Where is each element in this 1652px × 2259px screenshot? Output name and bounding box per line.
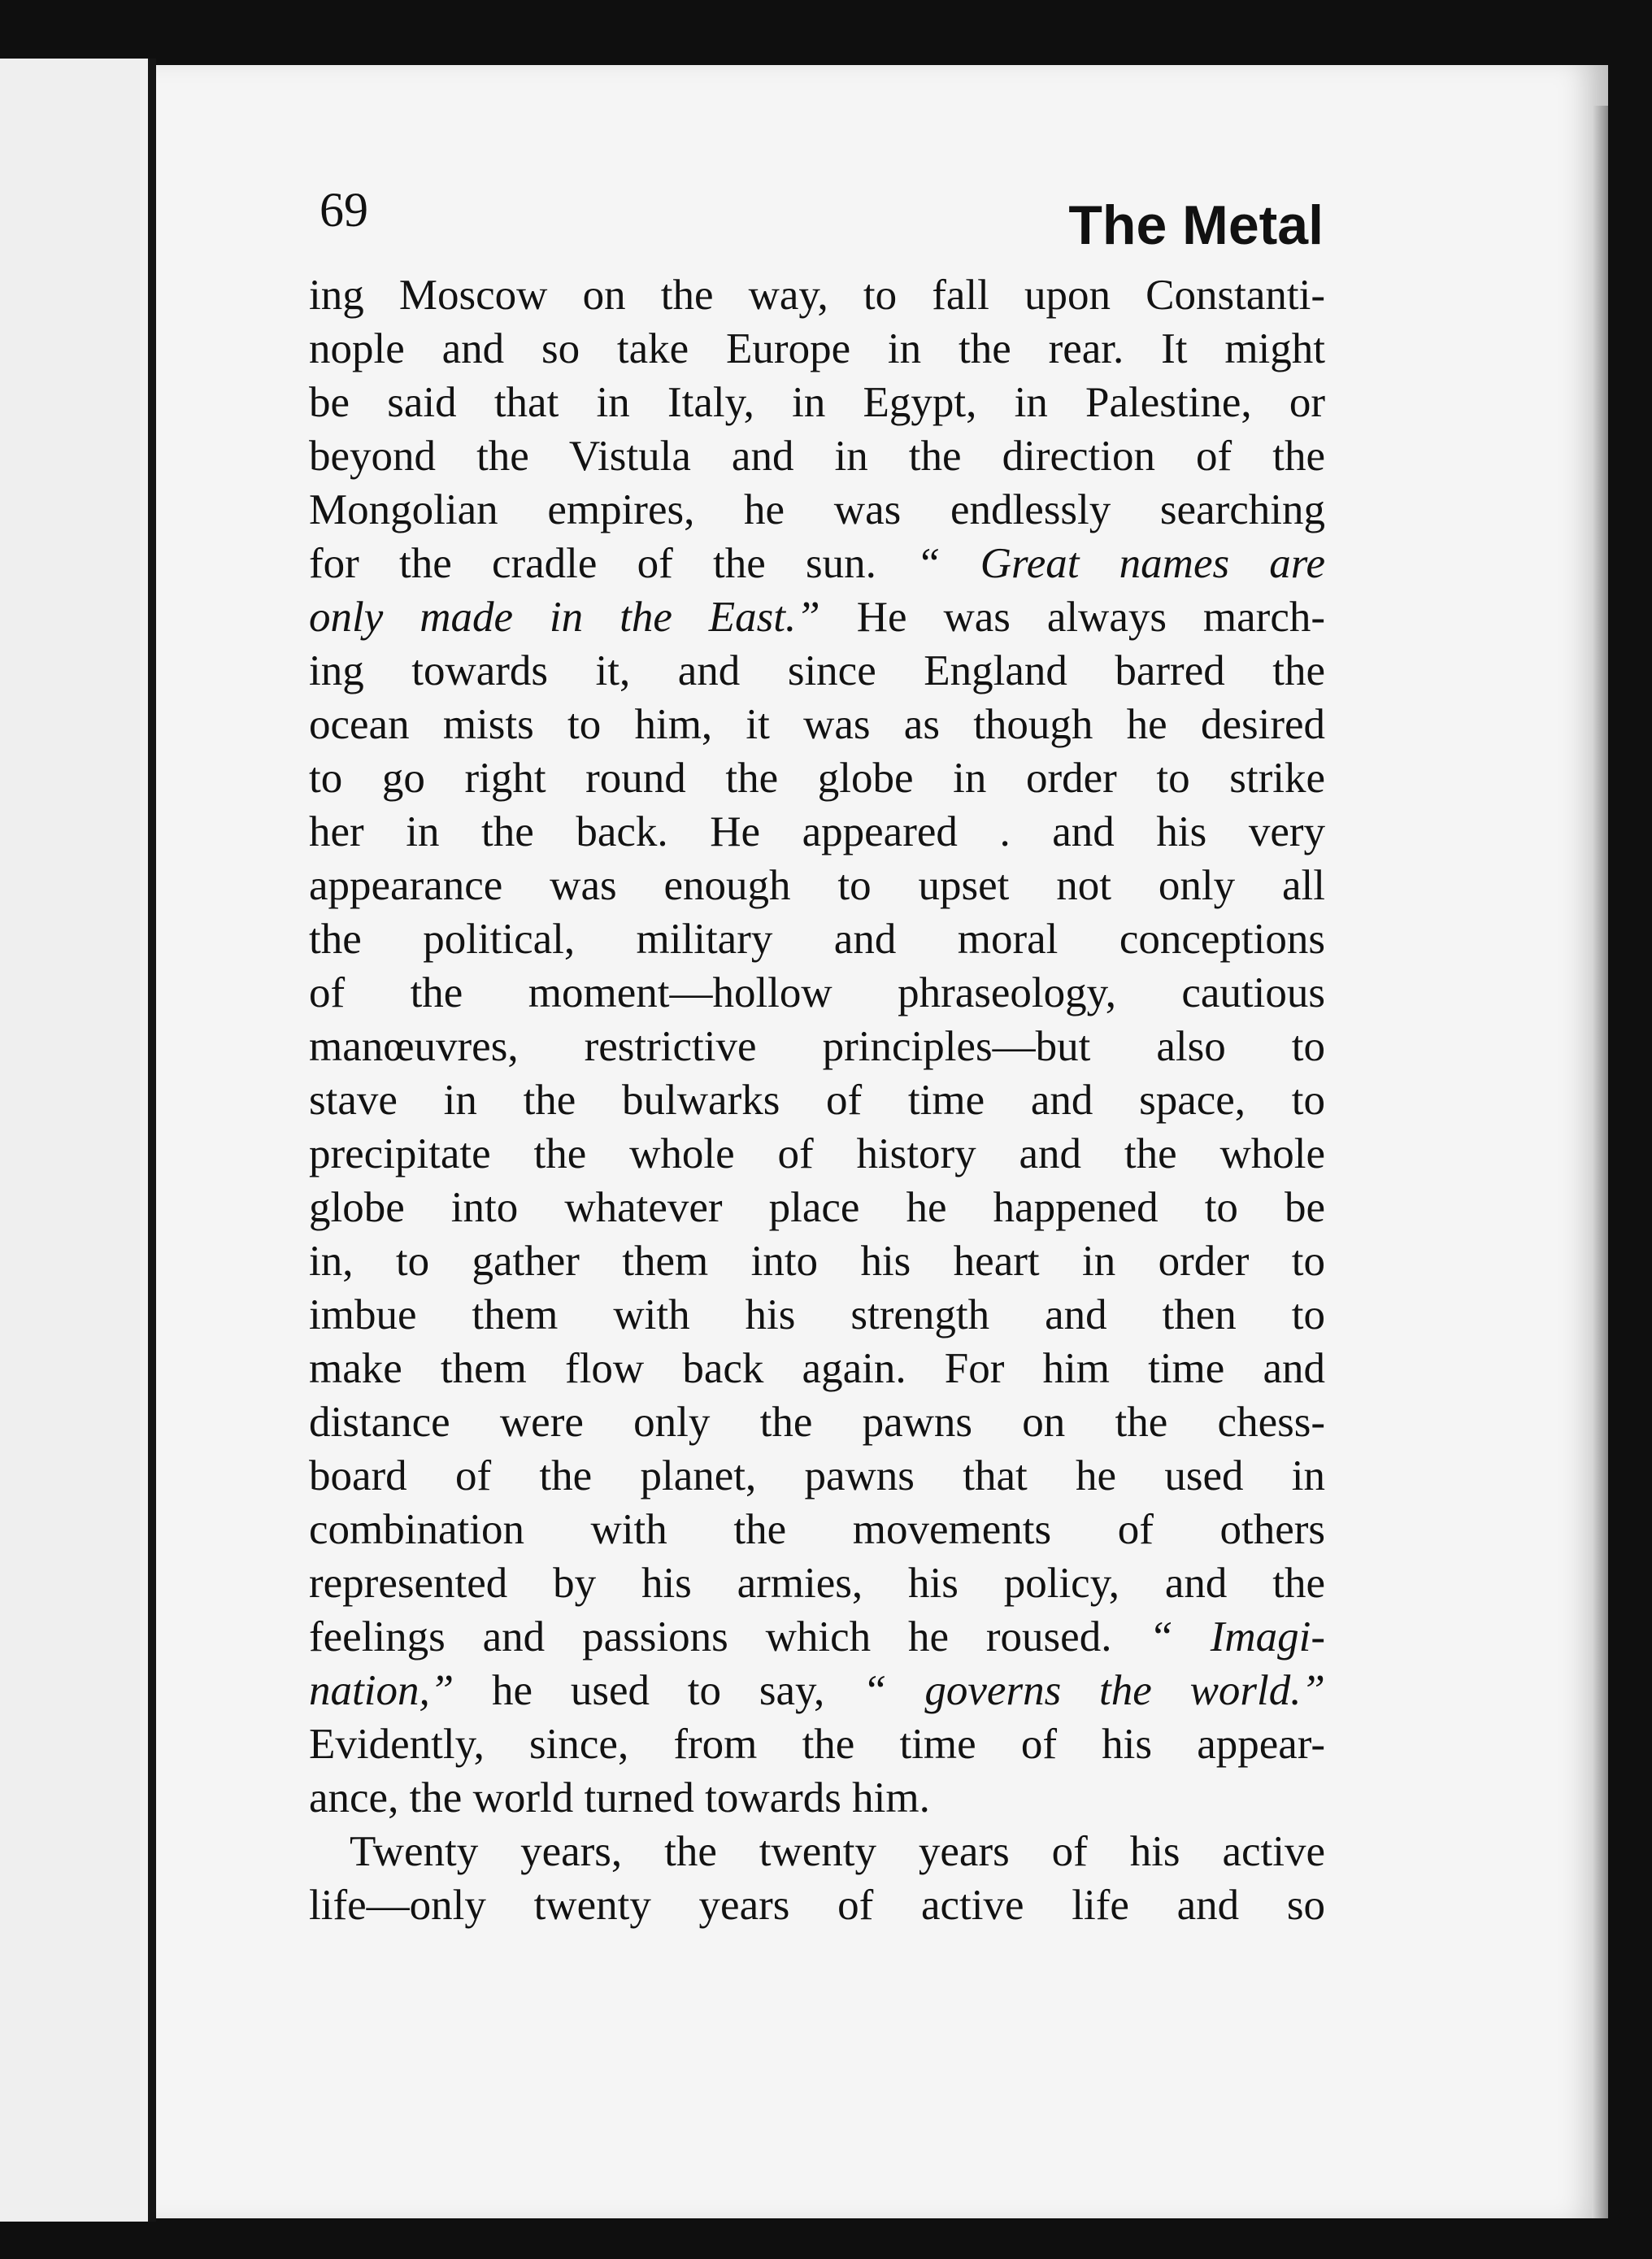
body-text: [309, 268, 1325, 1932]
text-line: ocean mists to him, it was as though he desired: [309, 701, 1325, 748]
text-line: make them flow back again. For him time and: [309, 1345, 1325, 1392]
text-line: Evidently, since, from the time of his appear-: [309, 1721, 1325, 1768]
text-line: in, to gather them into his heart in order to: [309, 1238, 1325, 1285]
text-line: distance were only the pawns on the chess-: [309, 1399, 1325, 1446]
text-line: life—only twenty years of active life and so: [309, 1882, 1325, 1929]
text-line: ing towards it, and since England barred the: [309, 647, 1325, 694]
text-line: Mongolian empires, he was endlessly searching: [309, 486, 1325, 533]
text-line: beyond the Vistula and in the direction of the: [309, 433, 1325, 480]
text-line: nople and so take Europe in the rear. It might: [309, 325, 1325, 372]
text-line: precipitate the whole of history and the whole: [309, 1130, 1325, 1177]
text-line: be said that in Italy, in Egypt, in Palestine, or: [309, 379, 1325, 426]
text-line: of the moment—hollow phraseology, cautious: [309, 969, 1325, 1016]
page-edge-shadow: [1592, 106, 1608, 2218]
text-line: appearance was enough to upset not only all: [309, 862, 1325, 909]
text-run: feelings and passions which he roused.: [309, 1613, 1112, 1661]
text-line: [309, 537, 1325, 590]
text-run: for the cradle of the sun.: [309, 540, 876, 587]
italic-quote: “ Great names are: [916, 540, 1325, 587]
text-line: ing Moscow on the way, to fall upon Constanti-: [309, 272, 1325, 319]
page-number: 69: [320, 183, 368, 237]
text-run: he used to say,: [492, 1667, 825, 1714]
text-line: stave in the bulwarks of time and space, to: [309, 1077, 1325, 1124]
facing-page-edge: [0, 59, 148, 2222]
text-line: Twenty years, the twenty years of his active: [350, 1828, 1325, 1875]
italic-quote: only made in the East.”: [309, 594, 820, 641]
text-line: to go right round the globe in order to strike: [309, 755, 1325, 802]
italic-quote: “ Imagi-: [1149, 1613, 1326, 1661]
text-line: board of the planet, pawns that he used in: [309, 1452, 1325, 1499]
text-line: her in the back. He appeared . and his very: [309, 808, 1325, 855]
text-line: combination with the movements of others: [309, 1506, 1325, 1553]
text-run: He was always march-: [856, 594, 1326, 641]
text-line: ance, the world turned towards him.: [309, 1774, 930, 1822]
text-line: [309, 1610, 1325, 1664]
gutter-shadow: [148, 59, 156, 2222]
text-line: the political, military and moral conceptions: [309, 916, 1325, 963]
text-line: manœuvres, restrictive principles—but also to: [309, 1023, 1325, 1070]
page-header: [320, 177, 1324, 267]
italic-quote: “ governs the world.”: [863, 1667, 1325, 1714]
text-line: globe into whatever place he happened to be: [309, 1184, 1325, 1231]
text-line: [309, 590, 1325, 644]
running-title: The Metal: [1068, 194, 1324, 256]
italic-quote: nation,”: [309, 1667, 454, 1714]
text-line: [309, 1664, 1325, 1717]
text-line: represented by his armies, his policy, and the: [309, 1560, 1325, 1607]
text-line: imbue them with his strength and then to: [309, 1291, 1325, 1338]
